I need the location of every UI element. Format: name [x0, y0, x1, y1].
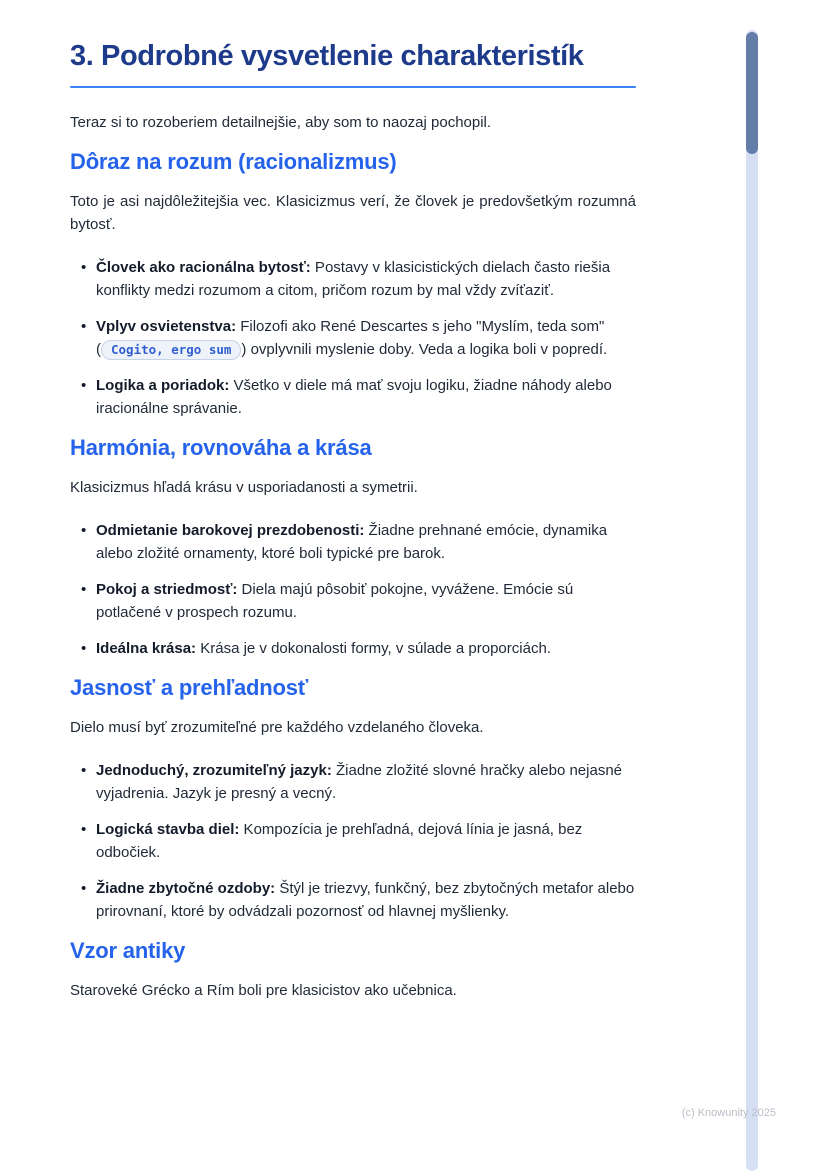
bullet-content	[96, 818, 636, 864]
bullet-icon: •	[81, 640, 87, 657]
bullet-icon: •	[81, 762, 87, 779]
list-item	[70, 256, 636, 302]
title-underline-rule	[70, 86, 636, 88]
bullet-content	[96, 877, 636, 923]
section-1-lead: Toto je asi najdôležitejšia vec. Klasicizmus verí, že človek je predovšetkým rozumná bytosť.	[70, 193, 636, 233]
bullet-icon: •	[81, 377, 87, 394]
bullet-text: Žiadne prehnané emócie, dynamika alebo zložité ornamenty, ktoré boli typické pre barok.	[96, 522, 608, 562]
section-2-bullet-list	[70, 519, 636, 660]
section-4-heading: Vzor antiky	[70, 938, 186, 963]
section-3-bullet-list	[70, 759, 636, 923]
copyright-footer: (c) Knowunity 2025	[681, 1107, 776, 1119]
bullet-text: ) ovplyvnili myslenie doby. Veda a logika boli v popredí.	[241, 341, 608, 358]
section-3-lead: Dielo musí byť zrozumiteľné pre každého vzdelaného človeka.	[70, 719, 484, 736]
list-item	[70, 519, 636, 565]
section-2-lead: Klasicizmus hľadá krásu v usporiadanosti a symetrii.	[70, 479, 418, 496]
bullet-text: Postavy v klasicistických dielach často riešia konflikty medzi rozumom a citom, pričom rozum by mal vždy zvíťaziť.	[96, 259, 611, 299]
list-item	[70, 759, 636, 805]
section-3-heading: Jasnosť a prehľadnosť	[70, 675, 309, 700]
list-item	[70, 637, 636, 660]
bullet-bold: Ideálna krása:	[96, 640, 197, 657]
bullet-icon: •	[81, 318, 87, 335]
bullet-icon: •	[81, 880, 87, 897]
bullet-text: Všetko v diele má mať svoju logiku, žiadne náhody alebo iracionálne správanie.	[96, 377, 612, 417]
section-4-lead: Staroveké Grécko a Rím boli pre klasicistov ako učebnica.	[70, 982, 457, 999]
bullet-bold: Jednoduchý, zrozumiteľný jazyk:	[96, 762, 332, 779]
bullet-bold: Žiadne zbytočné ozdoby:	[96, 880, 276, 897]
bullet-bold: Pokoj a striedmosť:	[96, 581, 238, 598]
bullet-content	[96, 578, 636, 624]
intro-paragraph: Teraz si to rozoberiem detailnejšie, aby som to naozaj pochopil.	[70, 114, 492, 131]
bullet-content	[96, 256, 636, 302]
bullet-content	[96, 637, 636, 660]
bullet-bold: Logika a poriadok:	[96, 377, 230, 394]
bullet-text: Diela majú pôsobiť pokojne, vyvážene. Emócie sú potlačené v prospech rozumu.	[96, 581, 574, 621]
inline-code-badge: Cogito, ergo sum	[101, 340, 241, 360]
bullet-bold: Vplyv osvietenstva:	[96, 318, 237, 335]
bullet-content	[96, 374, 636, 420]
page-title: 3. Podrobné vysvetlenie charakteristík	[70, 40, 584, 72]
bullet-text: Filozofi ako René Descartes s jeho "Myslím, teda som" (	[96, 318, 605, 358]
bullet-text: Štýl je triezvy, funkčný, bez zbytočných metafor alebo prirovnaní, ktoré by odvádzali pozornosť od hlavnej myšlienky.	[96, 880, 635, 920]
bullet-icon: •	[81, 581, 87, 598]
bullet-content	[96, 519, 636, 565]
bullet-icon: •	[81, 522, 87, 539]
scrollbar-thumb[interactable]	[746, 32, 758, 154]
list-item	[70, 374, 636, 420]
bullet-text: Kompozícia je prehľadná, dejová línia je jasná, bez odbočiek.	[96, 821, 583, 861]
list-item	[70, 315, 636, 361]
bullet-text: Žiadne zložité slovné hračky alebo nejasné vyjadrenia. Jazyk je presný a vecný.	[96, 762, 622, 802]
scrollbar-track[interactable]	[746, 30, 758, 1171]
section-2-heading: Harmónia, rovnováha a krása	[70, 435, 372, 460]
section-1-bullet-list	[70, 256, 636, 420]
bullet-icon: •	[81, 259, 87, 276]
list-item	[70, 877, 636, 923]
bullet-bold: Odmietanie barokovej prezdobenosti:	[96, 522, 365, 539]
bullet-content	[96, 759, 636, 805]
bullet-content	[96, 315, 636, 361]
list-item	[70, 818, 636, 864]
document-content	[70, 38, 636, 1002]
section-1-heading: Dôraz na rozum (racionalizmus)	[70, 149, 397, 174]
bullet-bold: Logická stavba diel:	[96, 821, 240, 838]
bullet-icon: •	[81, 821, 87, 838]
list-item	[70, 578, 636, 624]
bullet-text: Krása je v dokonalosti formy, v súlade a proporciách.	[196, 640, 551, 657]
bullet-bold: Človek ako racionálna bytosť:	[96, 259, 311, 276]
